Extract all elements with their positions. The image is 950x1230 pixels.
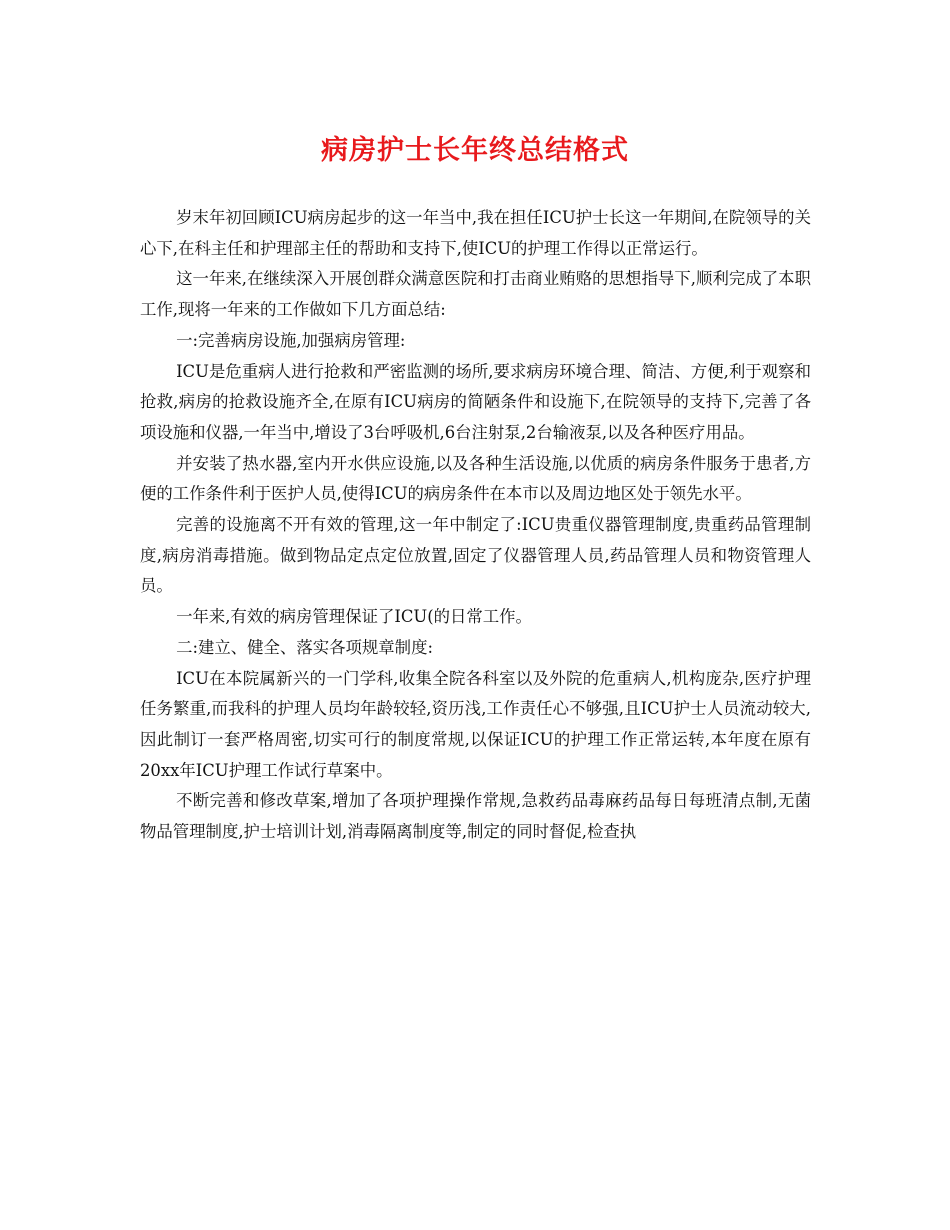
paragraph: 并安装了热水器,室内开水供应设施,以及各种生活设施,以优质的病房条件服务于患者,方便的工作条件利于医护人员,使得ICU的病房条件在本市以及周边地区处于领先水平。 [140,453,811,504]
paragraph: 一年来,有效的病房管理保证了ICU(的日常工作。 [176,607,532,627]
section-heading: 二:建立、健全、落实各项规章制度: [176,637,433,657]
paragraph: 这一年来,在继续深入开展创群众满意医院和打击商业贿赂的思想指导下,顺利完成了本职工作,现将一年来的工作做如下几方面总结: [140,269,811,320]
paragraph: 不断完善和修改草案,增加了各项护理操作常规,急救药品毒麻药品每日每班清点制,无菌物品管理制度,护士培训计划,消毒隔离制度等,制定的同时督促,检查执 [140,791,811,842]
document-title: 病房护士长年终总结格式 [321,135,629,166]
paragraph: 完善的设施离不开有效的管理,这一年中制定了:ICU贵重仪器管理制度,贵重药品管理制度,病房消毒措施。做到物品定点定位放置,固定了仪器管理人员,药品管理人员和物资管理人员。 [140,515,811,596]
paragraph: ICU是危重病人进行抢救和严密监测的场所,要求病房环境合理、简洁、方便,利于观察和抢救,病房的抢救设施齐全,在原有ICU病房的简陋条件和设施下,在院领导的支持下,完善了各项设施和仪器,一年当中,增设了3台呼吸机,6台注射泵,2台输液泵,以及各种医疗用品。 [140,361,811,442]
section-heading: 一:完善病房设施,加强病房管理: [176,330,406,350]
paragraph: 岁末年初回顾ICU病房起步的这一年当中,我在担任ICU护士长这一年期间,在院领导的关心下,在科主任和护理部主任的帮助和支持下,使ICU的护理工作得以正常运行。 [140,208,811,258]
document-body [140,203,811,848]
paragraph: ICU在本院属新兴的一门学科,收集全院各科室以及外院的危重病人,机构庞杂,医疗护理任务繁重,而我科的护理人员均年龄较轻,资历浅,工作责任心不够强,且ICU护士人员流动较大,因此制订一套严格周密,切实可行的制度常规,以保证ICU的护理工作正常运转,本年度在原有20xx年ICU护理工作试行草案中。 [140,668,811,780]
